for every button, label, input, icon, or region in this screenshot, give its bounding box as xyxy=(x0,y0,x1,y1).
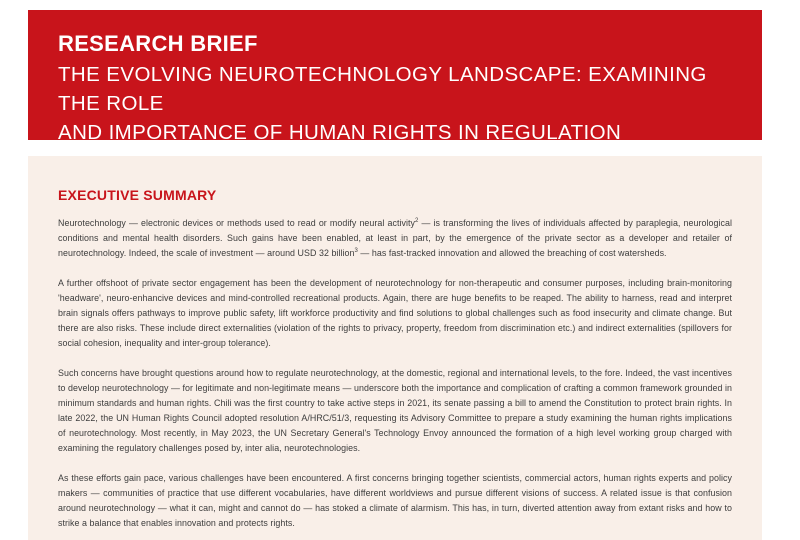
section-heading: EXECUTIVE SUMMARY xyxy=(58,187,217,203)
paragraph-3: Such concerns have brought questions around how to regulate neurotechnology, at the domestic, regional and international levels, to the fore. Indeed, the vast incentives to develop neurotechnology — for legitimate and non-legitimate means — underscore both the importance and complication of crafting a common framework grounded in minimum standards and human rights. Chili was the first country to take active steps in 2021, its senate passing a bill to amend the Constitution to protect brain rights. In late 2022, the UN Human Rights Council adopted resolution A/HRC/51/3, requesting its Advisory Committee to prepare a study examining the human rights implications of neurotechnology. Most recently, in May 2023, the UN Secretary General's Technology Envoy announced the formation of a high level working group charged with examining the regulatory challenges posed by, inter alia, neurotechnologies. xyxy=(58,368,732,453)
brief-title-line-1: THE EVOLVING NEUROTECHNOLOGY LANDSCAPE: EXAMINING THE ROLE xyxy=(58,63,707,115)
brief-title xyxy=(58,60,732,147)
paragraph-2: A further offshoot of private sector engagement has been the development of neurotechnology for non-therapeutic and consumer purposes, including brain-monitoring 'headware', neuro-enhancive devices and mind-controlled recreational products. Again, there are huge benefits to be reaped. The ability to harness, read and interpret brain signals offers pathways to improve public safety, lift workforce productivity and find solutions to global challenges such as food insecurity and climate change. But there are also risks. These include direct externalities (violation of the rights to privacy, property, freedom from discrimination etc.) and indirect externalities (spillovers for social cohesion, inequality and inter-group tolerance). xyxy=(58,278,732,348)
paragraph-1-part-b: — is transforming the lives of individuals affected by paraplegia, neurological conditions and mental health disorders. Such gains have been enabled, at least in part, by the emergence of the private sector as a developer and retailer of neurotechnology. Indeed, the scale of investment — around USD 32 billion xyxy=(58,218,732,258)
footnote-ref-3[interactable]: 3 xyxy=(354,248,358,255)
brief-label: RESEARCH BRIEF xyxy=(58,31,258,56)
paragraph-1-part-a: Neurotechnology — electronic devices or methods used to read or modify neural activity xyxy=(58,218,416,228)
footnote-ref-2[interactable]: 2 xyxy=(415,218,419,225)
header-banner xyxy=(28,10,762,144)
brief-title-line-2: AND IMPORTANCE OF HUMAN RIGHTS IN REGULATION xyxy=(58,121,622,144)
summary-panel xyxy=(28,156,762,540)
paragraph-1-part-c: — has fast-tracked innovation and allowed the breaching of cost watersheds. xyxy=(357,248,667,258)
paragraph-4: As these efforts gain pace, various challenges have been encountered. A first concerns bringing together scientists, commercial actors, human rights experts and policy makers — communities of practice that use different vocabularies, have different worldviews and pursue different visions of success. A related issue is that confusion around neurotechnology — what it can, might and cannot do — has stoked a climate of alarmism. This has, in turn, diverted attention away from extant risks and how to strike a balance that enables innovation and protects rights. xyxy=(58,473,732,528)
paragraph-1 xyxy=(58,216,732,261)
